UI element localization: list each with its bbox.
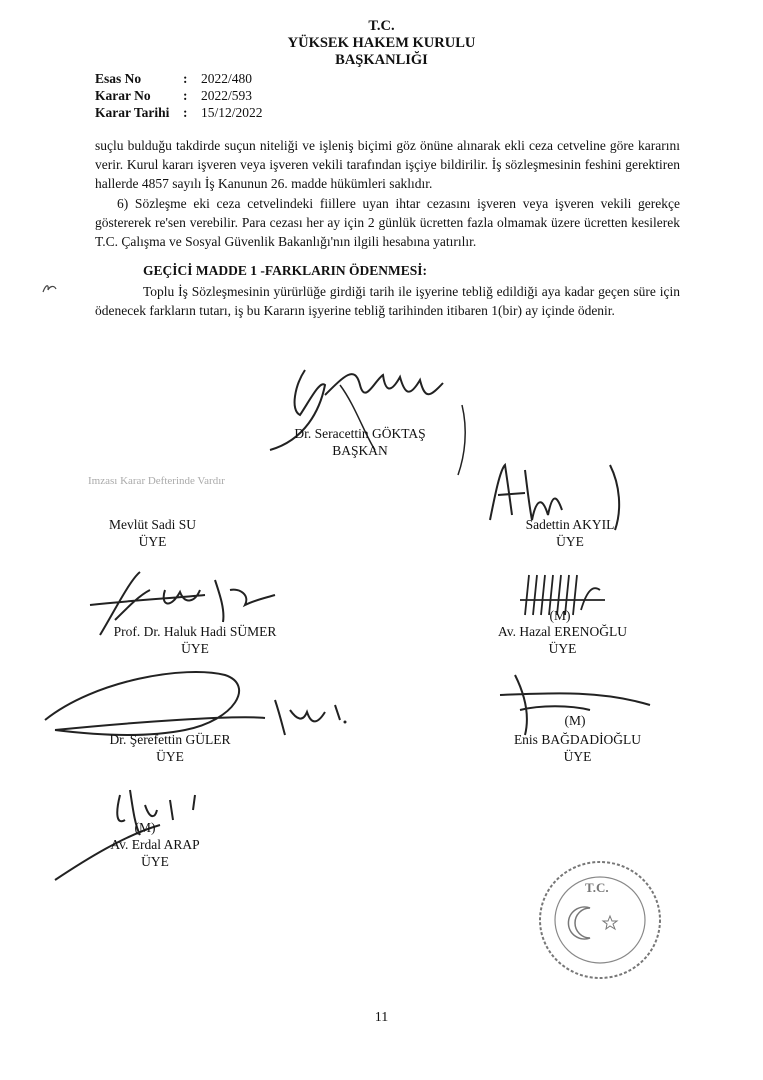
header-line-2: YÜKSEK HAKEM KURULU: [287, 35, 476, 51]
meta-label: Karar No: [95, 88, 151, 103]
chair-role: BAŞKAN: [332, 443, 388, 458]
member1-role: ÜYE: [138, 534, 167, 549]
member7-mark: (M): [134, 820, 156, 835]
member3-role: ÜYE: [181, 641, 209, 656]
member6-role: ÜYE: [563, 749, 592, 764]
member1-note: Imzası Karar Defterinde Vardır: [88, 475, 225, 487]
member6-name: Enis BAĞDADİOĞLU: [513, 732, 642, 747]
member3-name: Prof. Dr. Haluk Hadi SÜMER: [113, 624, 277, 639]
seal-icon: [535, 858, 665, 983]
chair-name: Dr. Seracettin GÖKTAŞ: [294, 426, 426, 441]
paragraph-3: Toplu İş Sözleşmesinin yürürlüğe girdiği tarih ile işyerine tebliğ edildiği aya kadar geçen süre için ödenecek farkların tutarı, iş bu Kararın işyerine tebliğ tarihinden itibaren 1(bir) ay içinde ödenir.: [95, 284, 680, 318]
seal-text: T.C.: [585, 880, 609, 895]
official-seal: [535, 858, 665, 983]
section-heading: GEÇİCİ MADDE 1 -FARKLARIN ÖDENMESİ:: [143, 263, 428, 278]
member7-name: Av. Erdal ARAP: [110, 837, 200, 852]
meta-row-karar: Karar No : 2022/593: [95, 88, 253, 103]
member2-name: Sadettin AKYIL: [525, 517, 615, 532]
meta-label: Esas No: [95, 71, 142, 86]
member5-name: Dr. Şerefettin GÜLER: [109, 732, 231, 747]
member1-name: Mevlüt Sadi SU: [108, 517, 196, 532]
paragraph-2: 6) Sözleşme eki ceza cetvelindeki fiillere uyan ihtar cezasını işveren veya işveren vekili gerekçe göstererek re'sen verebilir. Para cezası her ay için 2 günlük ücretten fazla olmamak üzere ücretten kesilerek T.C. Çalışma ve Sosyal Güvenlik Bakanlığı'nın ilgili hesabına yatırılır.: [95, 196, 680, 249]
meta-row-tarih: Karar Tarihi : 15/12/2022: [95, 105, 263, 120]
header-line-1: T.C.: [368, 18, 395, 34]
case-meta: [95, 70, 263, 121]
meta-label: Karar Tarihi: [95, 105, 170, 120]
meta-value: 15/12/2022: [201, 105, 263, 120]
meta-row-esas: Esas No : 2022/480: [95, 71, 253, 86]
member4-role: ÜYE: [548, 641, 577, 656]
margin-mark-icon: [40, 280, 60, 296]
meta-value: 2022/480: [201, 71, 253, 86]
member4-mark: (M): [549, 608, 571, 623]
page-number: 11: [374, 1010, 389, 1025]
meta-value: 2022/593: [201, 88, 253, 103]
member6-mark: (M): [564, 713, 586, 728]
member2-role: ÜYE: [556, 534, 584, 549]
header-line-3: BAŞKANLIĞI: [335, 52, 428, 68]
member5-role: ÜYE: [156, 749, 184, 764]
paragraph-1: suçlu bulduğu takdirde suçun niteliği ve işleniş biçimi göz önüne alınarak ekli ceza cetveline göre kararını verir. Kurul kararı işveren veya işveren vekili tarafından işçiye bildirilir. İş sözleşmesinin feshini gerektiren hallerde 4857 sayılı İş Kanunun 26. madde hükümleri saklıdır.: [95, 138, 680, 191]
member4-name: Av. Hazal ERENOĞLU: [498, 624, 627, 639]
member7-role: ÜYE: [141, 854, 169, 869]
